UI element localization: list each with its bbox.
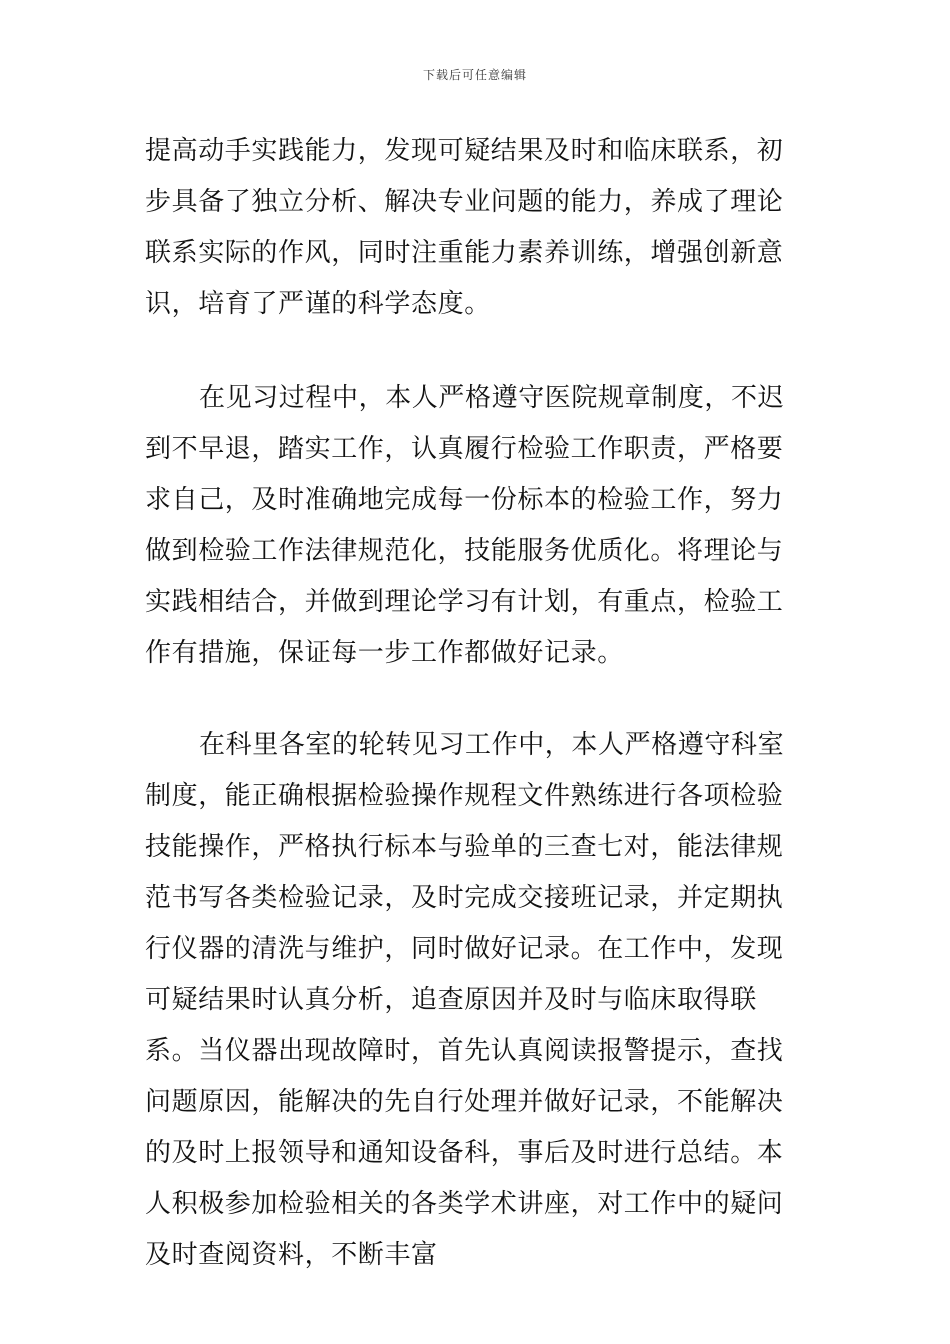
paragraph-2: 在见习过程中，本人严格遵守医院规章制度，不迟到不早退，踏实工作，认真履行检验工作职责，严格要求自己，及时准确地完成每一份标本的检验工作，努力做到检验工作法律规范化，技能服务优质化。将理论与实践相结合，并做到理论学习有计划，有重点，检验工作有措施，保证每一步工作都做好记录。 [145,383,785,668]
paragraph-3: 在科里各室的轮转见习工作中，本人严格遵守科室制度，能正确根据检验操作规程文件熟练进行各项检验技能操作，严格执行标本与验单的三查七对，能法律规范书写各类检验记录，及时完成交接班记录，并定期执行仪器的清洗与维护，同时做好记录。在工作中，发现可疑结果时认真分析，追查原因并及时与临床取得联系。当仪器出现故障时，首先认真阅读报警提示，查找问题原因，能解决的先自行处理并做好记录，不能解决的及时上报领导和通知设备科，事后及时进行总结。本人积极参加检验相关的各类学术讲座，对工作中的疑问及时查阅资料，不断丰富 [145,730,785,1270]
header-note: 下载后可任意编辑 [422,68,527,82]
paragraph-1: 提高动手实践能力，发现可疑结果及时和临床联系，初步具备了独立分析、解决专业问题的能力，养成了理论联系实际的作风，同时注重能力素养训练，增强创新意识，培育了严谨的科学态度。 [145,136,784,319]
